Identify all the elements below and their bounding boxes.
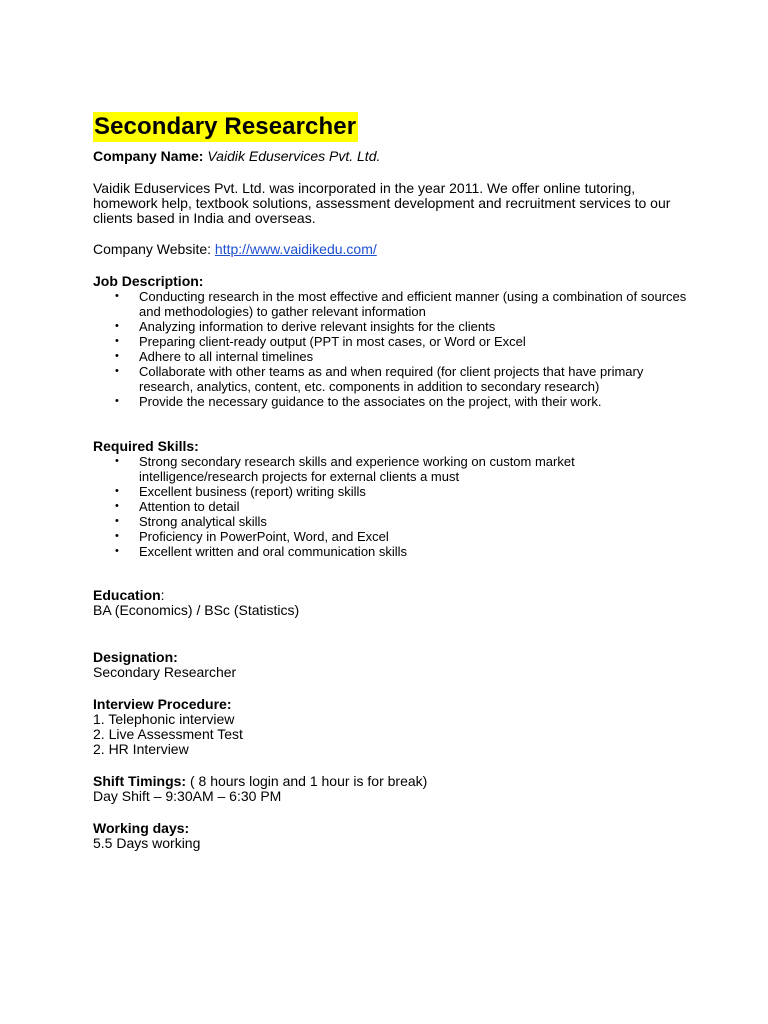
education-colon: : bbox=[160, 587, 165, 603]
list-item: • Attention to detail bbox=[115, 499, 240, 514]
list-item: • Excellent written and oral communication skills bbox=[115, 544, 408, 559]
bullet-icon: • bbox=[115, 455, 119, 467]
list-item: • Excellent business (report) writing skills bbox=[115, 484, 366, 499]
list-item: • Conducting research in the most effective and efficient manner (using a combination of sources and methodologies) to gather relevant information bbox=[115, 289, 687, 319]
working-days-value: 5.5 Days working bbox=[93, 835, 201, 851]
list-item: • Strong secondary research skills and experience working on custom market intelligence/research projects for external clients a must bbox=[115, 454, 575, 484]
company-name-line bbox=[93, 149, 693, 164]
bullet-icon: • bbox=[115, 500, 119, 512]
shift-timings-value: Day Shift – 9:30AM – 6:30 PM bbox=[93, 788, 282, 804]
bullet-icon: • bbox=[115, 515, 119, 527]
bullet-icon: • bbox=[115, 365, 119, 377]
shift-timings-heading: Shift Timings: bbox=[93, 773, 187, 789]
interview-step: 1. Telephonic interview bbox=[93, 711, 235, 727]
designation-value: Secondary Researcher bbox=[93, 664, 237, 680]
list-item: • Analyzing information to derive relevant insights for the clients bbox=[115, 319, 496, 334]
bullet-icon: • bbox=[115, 530, 119, 542]
document-page bbox=[93, 112, 693, 851]
required-skills-list bbox=[93, 454, 693, 559]
interview-step: 2. Live Assessment Test bbox=[93, 726, 243, 742]
page-title: Secondary Researcher bbox=[94, 113, 357, 140]
shift-timings-line bbox=[93, 774, 693, 789]
interview-step: 2. HR Interview bbox=[93, 741, 189, 757]
job-description-list bbox=[93, 289, 693, 409]
bullet-icon: • bbox=[115, 545, 119, 557]
company-website-link[interactable]: http://www.vaidikedu.com/ bbox=[214, 241, 377, 257]
bullet-icon: • bbox=[115, 485, 119, 497]
company-name-value: Vaidik Eduservices Pvt. Ltd. bbox=[207, 148, 381, 164]
education-value: BA (Economics) / BSc (Statistics) bbox=[93, 602, 300, 618]
bullet-icon: • bbox=[115, 350, 119, 362]
interview-procedure-heading: Interview Procedure: bbox=[93, 696, 232, 712]
list-item: • Preparing client-ready output (PPT in most cases, or Word or Excel bbox=[115, 334, 526, 349]
list-item: • Strong analytical skills bbox=[115, 514, 267, 529]
required-skills-heading: Required Skills: bbox=[93, 438, 199, 454]
company-name-label: Company Name: bbox=[93, 148, 204, 164]
bullet-icon: • bbox=[115, 335, 119, 347]
company-intro: Vaidik Eduservices Pvt. Ltd. was incorporated in the year 2011. We offer online tutoring, homework help, textbook solutions, assessment development and recruitment services to our clients based in India and overseas. bbox=[93, 180, 671, 226]
company-website-line bbox=[93, 242, 693, 257]
list-item: • Proficiency in PowerPoint, Word, and Excel bbox=[115, 529, 389, 544]
designation-heading: Designation: bbox=[93, 649, 178, 665]
shift-timings-note: ( 8 hours login and 1 hour is for break) bbox=[186, 773, 428, 789]
education-heading: Education bbox=[93, 587, 161, 603]
education-heading-line bbox=[93, 588, 693, 603]
company-website-label: Company Website: bbox=[93, 241, 212, 257]
bullet-icon: • bbox=[115, 395, 119, 407]
bullet-icon: • bbox=[115, 290, 119, 302]
title-highlight bbox=[93, 112, 358, 142]
list-item: • Provide the necessary guidance to the associates on the project, with their work. bbox=[115, 394, 602, 409]
job-description-heading: Job Description: bbox=[93, 273, 204, 289]
bullet-icon: • bbox=[115, 320, 119, 332]
working-days-heading: Working days: bbox=[93, 820, 190, 836]
list-item: • Adhere to all internal timelines bbox=[115, 349, 314, 364]
list-item: • Collaborate with other teams as and when required (for client projects that have primary research, analytics, content, etc. components in addition to secondary research) bbox=[115, 364, 644, 394]
